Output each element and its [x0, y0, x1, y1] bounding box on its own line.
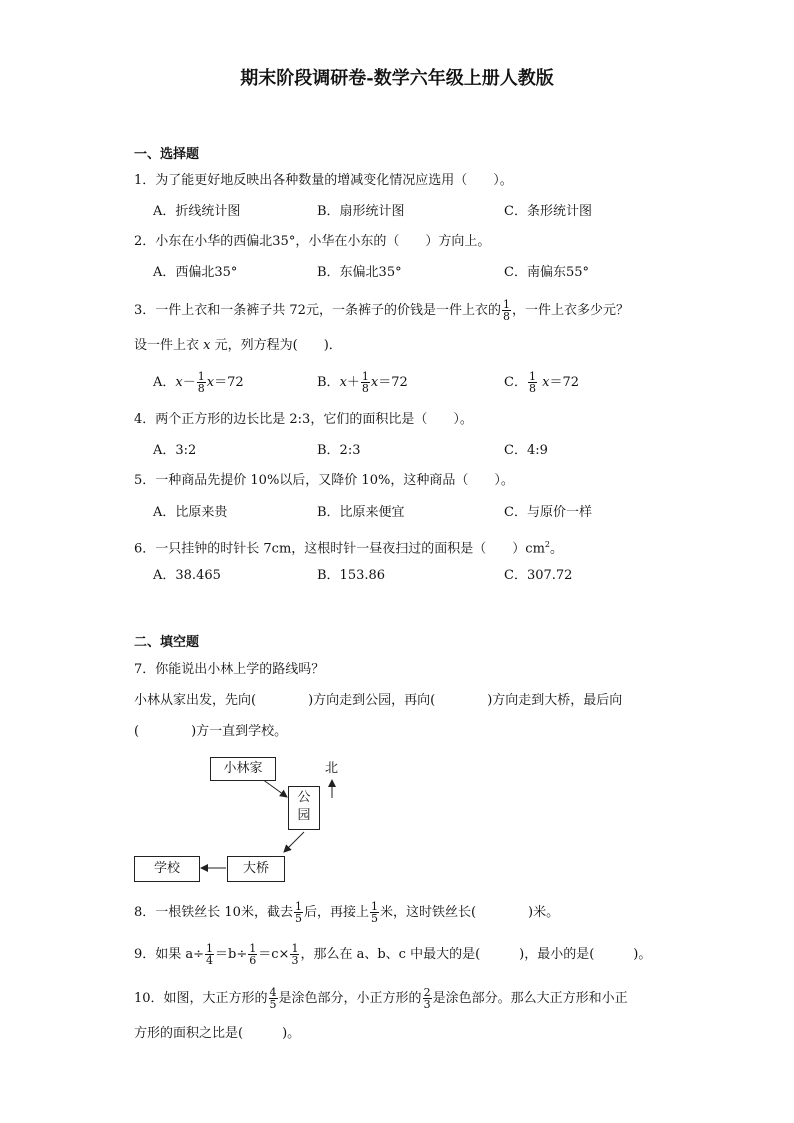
- fraction-numerator: 1: [528, 370, 536, 383]
- question-7-line1: 小林从家出发，先向( )方向走到公园，再向( )方向走到大桥，最后向: [134, 693, 623, 708]
- q9-part-d: ，那么在 a、b、c 中最大的是( )，最小的是( )。: [300, 947, 652, 962]
- q8-part-b: 后，再接上: [303, 905, 369, 920]
- option-operator: ＋: [346, 375, 360, 390]
- question-1-stem: 1．为了能更好地反映出各种数量的增减变化情况应选用（ ）。: [134, 173, 513, 188]
- option-var: x: [370, 375, 379, 390]
- q8-part-a: 8．一根铁丝长 10米，截去: [134, 905, 293, 920]
- fraction-denominator: 8: [528, 382, 536, 395]
- option-var: x: [542, 375, 550, 390]
- q8-fraction-1: [294, 901, 303, 924]
- q8-part-c: 米，这时铁丝长( )米。: [379, 905, 560, 920]
- fraction-denominator: 8: [197, 382, 205, 395]
- fraction-denominator: 8: [361, 382, 369, 395]
- q8-fraction-2: [370, 901, 379, 924]
- option-rest: ＝72: [214, 375, 244, 390]
- question-10-stem: [134, 986, 628, 1012]
- option-operator: －: [182, 375, 196, 390]
- option-prefix: B．: [317, 375, 340, 390]
- option-rest: ＝72: [378, 375, 408, 390]
- fraction-numerator: 1: [249, 942, 257, 955]
- park-char-1: 公: [297, 790, 311, 805]
- question-7-line2: ( )方一直到学校。: [134, 724, 288, 739]
- option-rest: ＝72: [549, 375, 579, 390]
- question-2-option-a[interactable]: A．西偏北35°: [153, 265, 238, 280]
- fraction-numerator: 1: [206, 942, 214, 955]
- fraction-denominator: 3: [291, 954, 299, 967]
- question-2-option-c[interactable]: C．南偏东55°: [504, 265, 589, 280]
- question-6-stem-part-a: 6．一只挂钟的时针长 7cm，这根时针一昼夜扫过的面积是（ ）cm: [134, 541, 545, 557]
- q10-fraction-2: [423, 987, 432, 1010]
- question-4-stem: 4．两个正方形的边长比是 2:3，它们的面积比是（ ）。: [134, 412, 473, 427]
- question-6-stem-part-b: 。: [549, 541, 563, 557]
- question-1-option-c[interactable]: C．条形统计图: [504, 204, 592, 219]
- option-var: x: [175, 375, 183, 390]
- fraction-numerator: 1: [294, 900, 302, 913]
- question-4-option-c[interactable]: C．4:9: [504, 443, 548, 458]
- question-5-option-c[interactable]: C．与原价一样: [504, 505, 592, 520]
- section-heading-choice: 一、选择题: [134, 147, 200, 162]
- q10-fraction-1: [269, 987, 278, 1010]
- fraction-denominator: 5: [269, 998, 277, 1011]
- arrow-home-to-park: [262, 779, 287, 797]
- option-var: x: [339, 375, 347, 390]
- question-8-stem: [134, 900, 559, 926]
- question-3-variable: x: [203, 338, 211, 353]
- question-3-stem-part-b: ，一件上衣多少元？: [511, 303, 629, 318]
- fraction-numerator: 1: [361, 370, 369, 383]
- fraction-numerator: 1: [197, 370, 205, 383]
- question-5-option-a[interactable]: A．比原来贵: [153, 505, 228, 520]
- question-7-stem: 7．你能说出小林上学的路线吗？: [134, 662, 325, 677]
- fraction-denominator: 6: [249, 954, 257, 967]
- question-5-option-b[interactable]: B．比原来便宜: [317, 505, 405, 520]
- fraction-denominator: 4: [206, 954, 214, 967]
- question-2-stem: 2．小东在小华的西偏北35°，小华在小东的（ ）方向上。: [134, 234, 491, 249]
- superscript: 2: [544, 540, 550, 549]
- question-5-stem: 5．一种商品先提价 10%以后，又降价 10%，这种商品（ ）。: [134, 473, 514, 488]
- diagram-home-box: 小林家: [210, 757, 276, 781]
- fraction-numerator: 4: [269, 986, 277, 999]
- q9-part-b: ＝b÷: [215, 947, 248, 962]
- diagram-bridge-box: 大桥: [227, 856, 285, 882]
- q10-part-a: 10．如图，大正方形的: [134, 991, 268, 1006]
- question-10-line2: 方形的面积之比是( )。: [134, 1026, 301, 1041]
- option-var: x: [206, 375, 215, 390]
- question-3-line2-b: 元，列方程为( )．: [210, 338, 342, 353]
- fraction-numerator: 1: [291, 942, 299, 955]
- question-4-option-a[interactable]: A．3:2: [153, 443, 197, 458]
- question-1-option-b[interactable]: B．扇形统计图: [317, 204, 405, 219]
- diagram-north-label: 北: [325, 761, 339, 776]
- question-9-stem: [134, 942, 651, 968]
- fraction-denominator: 8: [502, 310, 510, 323]
- question-4-option-b[interactable]: B．2:3: [317, 443, 361, 458]
- question-6-option-c[interactable]: C．307.72: [504, 568, 573, 583]
- page-title: 期末阶段调研卷-数学六年级上册人教版: [240, 68, 554, 89]
- fraction-denominator: 5: [294, 912, 302, 925]
- question-2-option-b[interactable]: B．东偏北35°: [317, 265, 402, 280]
- fraction-numerator: 2: [423, 986, 431, 999]
- q9-fraction-2: [248, 943, 257, 966]
- q10-part-c: 是涂色部分。那么大正方形和小正: [432, 991, 628, 1006]
- question-1-option-a[interactable]: A．折线统计图: [153, 204, 241, 219]
- fraction-denominator: 5: [370, 912, 378, 925]
- section-heading-fill: 二、填空题: [134, 635, 200, 650]
- q9-part-a: 9．如果 a÷: [134, 947, 205, 962]
- q9-fraction-3: [290, 943, 299, 966]
- q9-part-c: ＝c×: [258, 947, 290, 962]
- fraction-numerator: 1: [502, 298, 510, 311]
- option-prefix: C．: [504, 375, 527, 390]
- option-prefix: A．: [153, 375, 176, 390]
- question-6-option-b[interactable]: B．153.86: [317, 568, 386, 583]
- q10-part-b: 是涂色部分，小正方形的: [278, 991, 422, 1006]
- question-6-option-a[interactable]: A．38.465: [153, 568, 221, 583]
- q9-fraction-1: [205, 943, 214, 966]
- arrow-park-to-bridge: [284, 832, 304, 852]
- diagram-school-box: 学校: [134, 856, 200, 882]
- question-3-line2-a: 设一件上衣: [134, 338, 204, 353]
- park-char-2: 园: [297, 808, 311, 823]
- fraction-numerator: 1: [370, 900, 378, 913]
- diagram-park-box: [288, 786, 320, 830]
- question-3-stem-part-a: 3．一件上衣和一条裤子共 72元，一条裤子的价钱是一件上衣的: [134, 303, 501, 318]
- fraction-denominator: 3: [423, 998, 431, 1011]
